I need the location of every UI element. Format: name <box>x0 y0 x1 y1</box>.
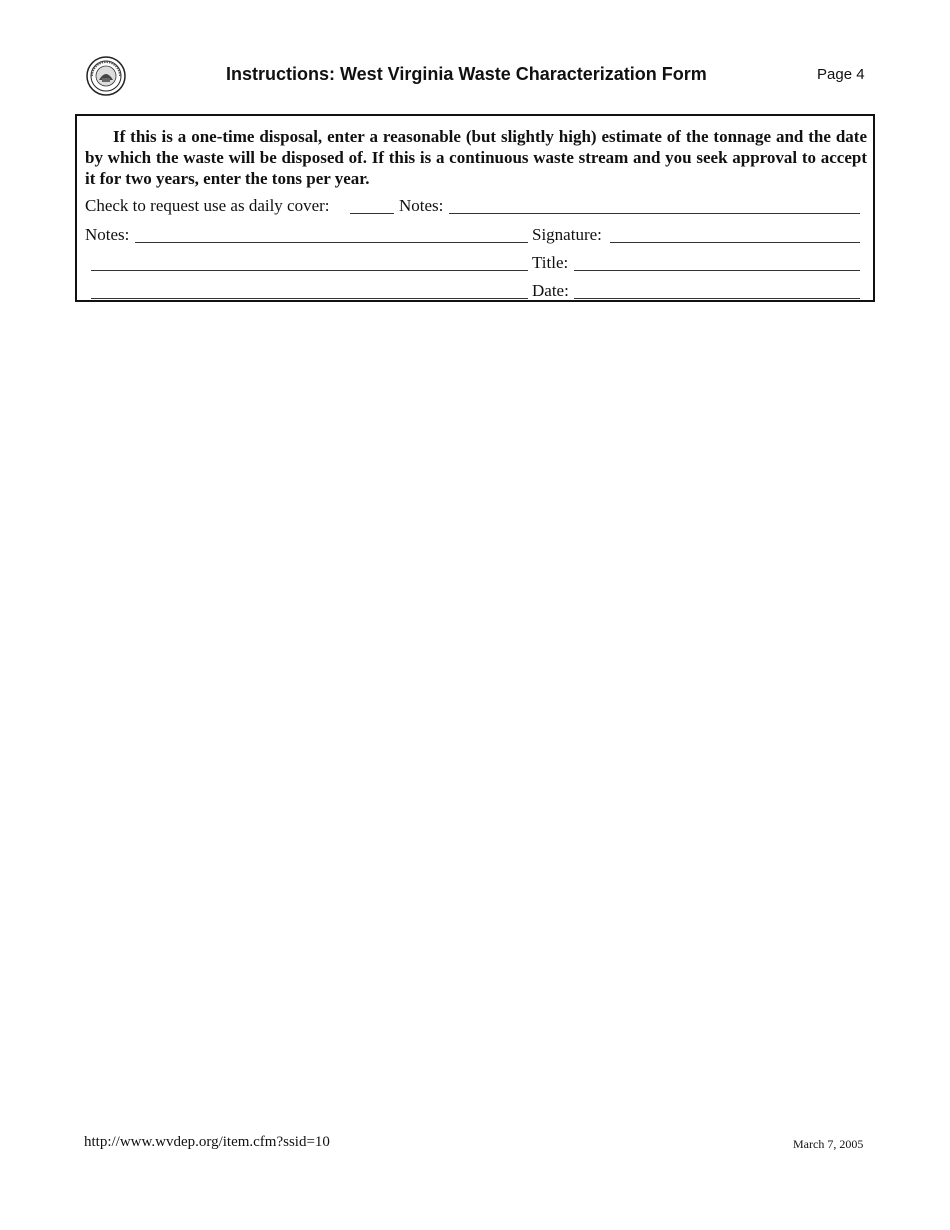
date-field[interactable] <box>574 298 860 299</box>
state-seal-icon <box>86 56 126 96</box>
daily-cover-check-field[interactable] <box>350 213 394 214</box>
signature-field[interactable] <box>610 242 860 243</box>
title-field[interactable] <box>574 270 860 271</box>
notes-field-top[interactable] <box>449 213 860 214</box>
date-label: Date: <box>532 281 569 300</box>
footer-url: http://www.wvdep.org/item.cfm?ssid=10 <box>84 1134 330 1150</box>
form-box <box>75 114 875 302</box>
title-label: Title: <box>532 253 569 272</box>
instruction-text: If this is a one-time disposal, enter a reasonable (but slightly high) estimate of the tonnage and the date by which the waste will be disposed of. If this is a continuous waste stream and you seek approval to accept it for two years, enter the tons per year. <box>85 127 867 188</box>
page-number: Page 4 <box>817 66 865 83</box>
notes-field-left-1[interactable] <box>135 242 528 243</box>
notes-label-top: Notes: <box>399 196 444 215</box>
notes-field-left-3[interactable] <box>91 298 528 299</box>
notes-field-left-2[interactable] <box>91 270 528 271</box>
daily-cover-label: Check to request use as daily cover: <box>85 196 330 215</box>
signature-label: Signature: <box>532 225 602 244</box>
page-title: Instructions: West Virginia Waste Characterization Form <box>226 64 707 84</box>
footer-date: March 7, 2005 <box>793 1137 864 1151</box>
notes-label-left: Notes: <box>85 225 130 244</box>
